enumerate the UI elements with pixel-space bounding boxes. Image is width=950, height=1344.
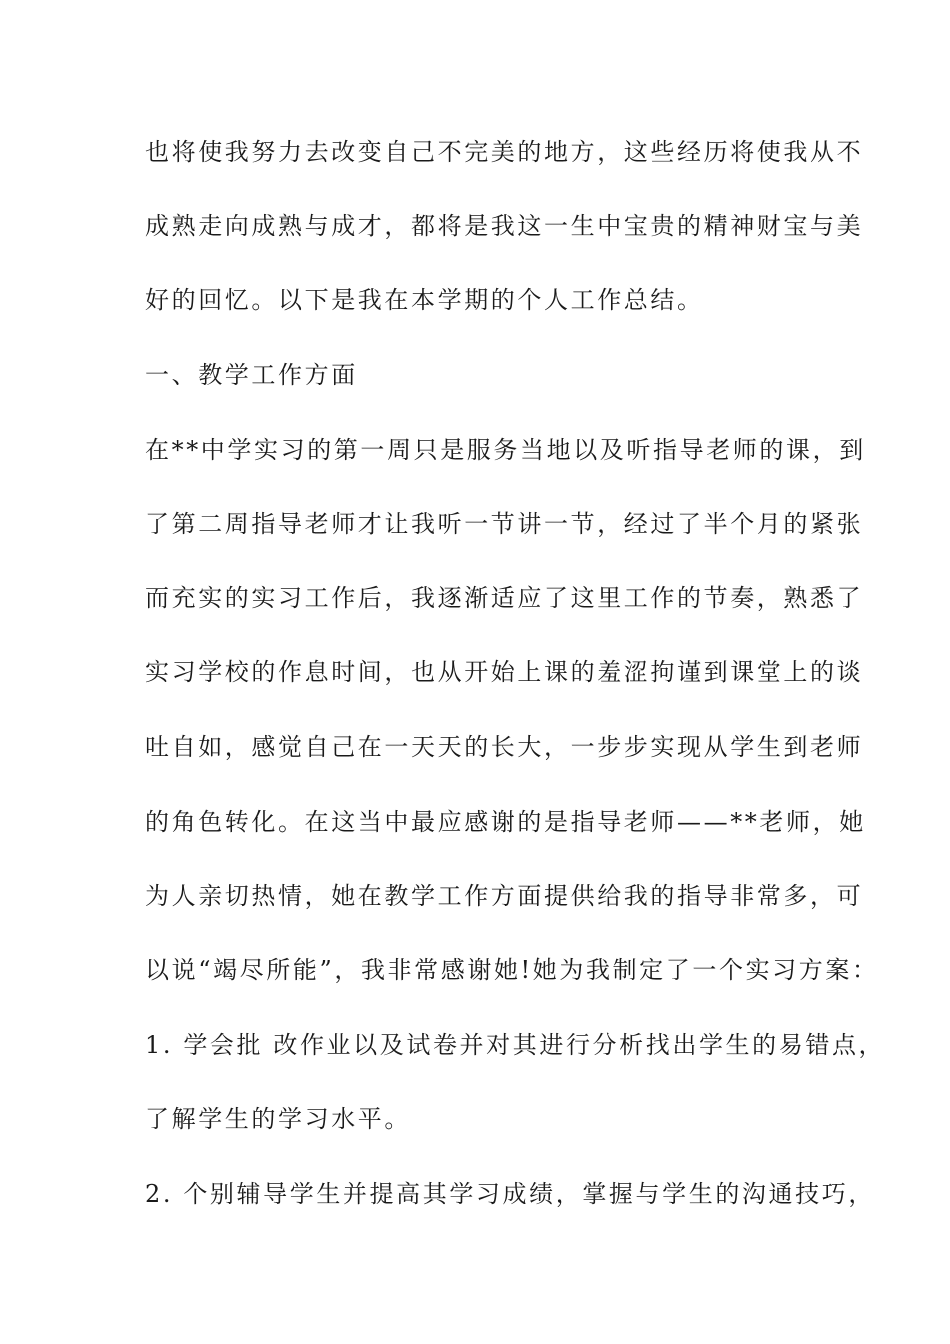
- body-text-line: 吐自如，感觉自己在一天天的长大，一步步实现从学生到老师: [145, 733, 864, 761]
- body-text-line: 了第二周指导老师才让我听一节讲一节，经过了半个月的紧张: [145, 510, 864, 538]
- list-item-text: 2. 个别辅导学生并提高其学习成绩，掌握与学生的沟通技巧，: [145, 1180, 875, 1208]
- body-text-line: 的角色转化。在这当中最应感谢的是指导老师——**老师，她: [145, 808, 866, 836]
- body-text-line: 以说“竭尽所能”，我非常感谢她!她为我制定了一个实习方案：: [145, 956, 879, 984]
- body-text-line: 在**中学实习的第一周只是服务当地以及听指导老师的课，到: [145, 436, 866, 464]
- list-item-text: 了解学生的学习水平。: [145, 1105, 411, 1133]
- body-text-line: 好的回忆。以下是我在本学期的个人工作总结。: [145, 286, 704, 314]
- body-text-line: 实习学校的作息时间，也从开始上课的羞涩拘谨到课堂上的谈: [145, 658, 864, 686]
- body-text-line: 而充实的实习工作后，我逐渐适应了这里工作的节奏，熟悉了: [145, 584, 864, 612]
- list-item-text: 1. 学会批 改作业以及试卷并对其进行分析找出学生的易错点，: [145, 1031, 886, 1059]
- section-heading: 一、教学工作方面: [145, 361, 358, 389]
- body-text-line: 成熟走向成熟与成才，都将是我这一生中宝贵的精神财宝与美: [145, 212, 864, 240]
- body-text-line: 也将使我努力去改变自己不完美的地方，这些经历将使我从不: [145, 138, 864, 166]
- body-text-line: 为人亲切热情，她在教学工作方面提供给我的指导非常多，可: [145, 882, 864, 910]
